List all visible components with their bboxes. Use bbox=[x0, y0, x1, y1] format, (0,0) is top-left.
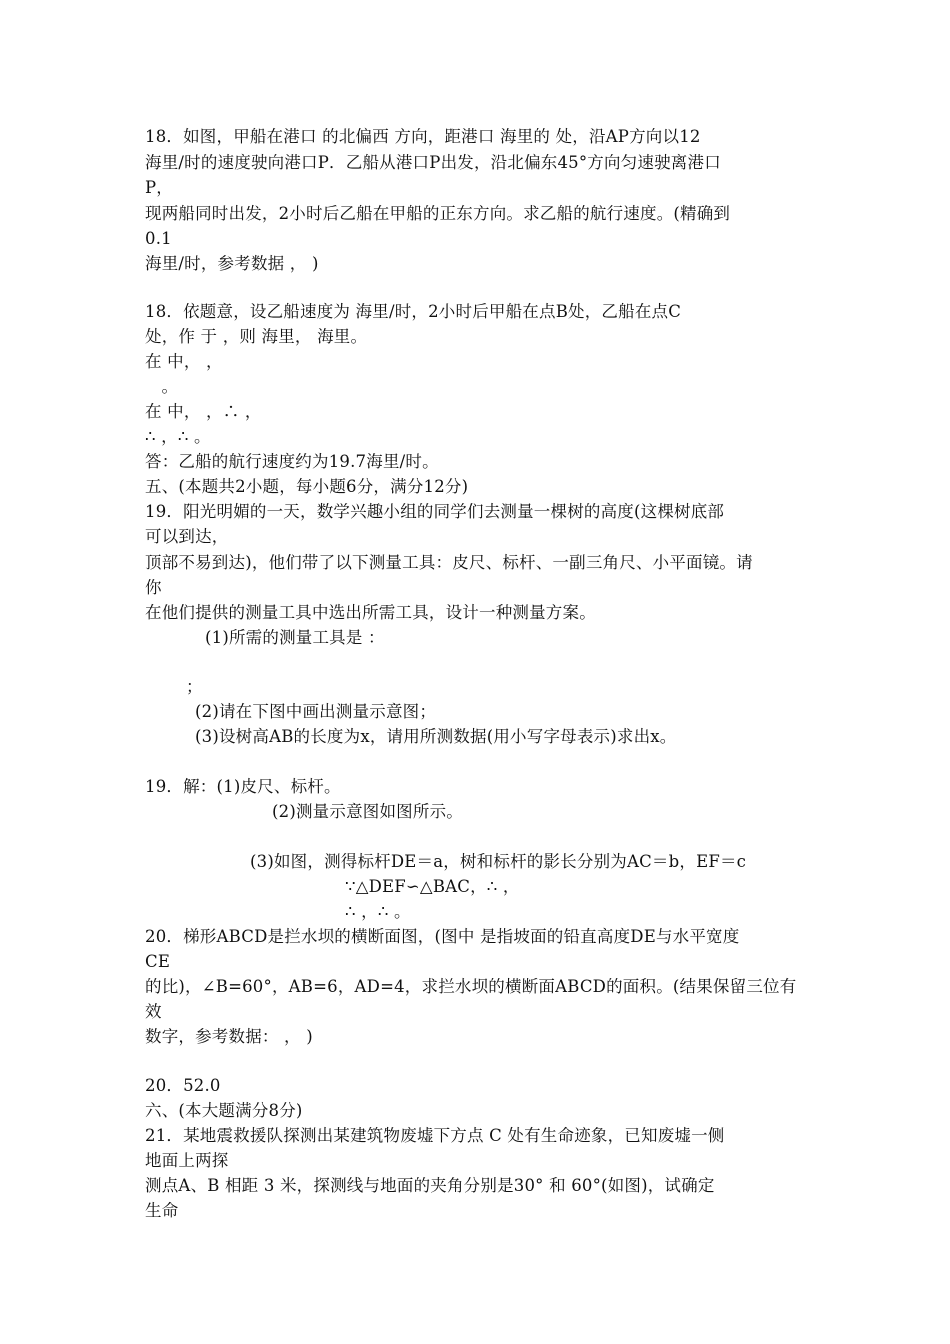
text-line: CE bbox=[145, 952, 171, 971]
text-line: (3)如图，测得标杆DE＝a，树和标杆的影长分别为AC＝b，EF＝c bbox=[250, 852, 747, 871]
text-line: 。 bbox=[156, 377, 179, 396]
text-line: 地面上两探 bbox=[145, 1151, 229, 1170]
text-line: 海里/时，参考数据 ， ) bbox=[145, 254, 319, 273]
text-line: 可以到达， bbox=[145, 527, 229, 546]
text-line: 在 中， ，∴ ， bbox=[145, 402, 262, 421]
text-line: 18．依题意，设乙船速度为 海里/时，2小时后甲船在点B处，乙船在点C bbox=[145, 302, 682, 321]
text-line: 海里/时的速度驶向港口P．乙船从港口P出发，沿北偏东45°方向匀速驶离港口 bbox=[145, 153, 721, 172]
section-heading: 六、(本大题满分8分) bbox=[145, 1101, 303, 1120]
text-line: (2)请在下图中画出测量示意图； bbox=[195, 702, 437, 721]
text-line: ∴ ，∴ 。 bbox=[145, 427, 211, 446]
text-line: 顶部不易到达)，他们带了以下测量工具：皮尺、标杆、一副三角尺、小平面镜。请 bbox=[145, 553, 753, 572]
text-line: 0.1 bbox=[145, 229, 172, 248]
text-line: 答：乙船的航行速度约为19.7海里/时。 bbox=[145, 452, 439, 471]
text-line: 测点A、B 相距 3 米，探测线与地面的夹角分别是30° 和 60°(如图)，试确定 bbox=[145, 1176, 715, 1195]
text-line: 21．某地震救援队探测出某建筑物废墟下方点 C 处有生命迹象，已知废墟一侧 bbox=[145, 1126, 725, 1145]
text-line: 19．阳光明媚的一天，数学兴趣小组的同学们去测量一棵树的高度(这棵树底部 bbox=[145, 502, 725, 521]
text-line: 20．52.0 bbox=[145, 1076, 221, 1095]
text-line: 效 bbox=[145, 1002, 162, 1021]
text-line: (2)测量示意图如图所示。 bbox=[272, 802, 463, 821]
text-line: 数字，参考数据： ， ) bbox=[145, 1027, 313, 1046]
text-line: 的比)，∠B=60°，AB=6，AD=4，求拦水坝的横断面ABCD的面积。(结果保留三位有 bbox=[145, 977, 797, 996]
text-line: 生命 bbox=[145, 1201, 179, 1220]
text-line: ∴ ，∴ 。 bbox=[345, 902, 411, 921]
text-line: (1)所需的测量工具是 ： bbox=[205, 628, 385, 647]
text-line: 在他们提供的测量工具中选出所需工具，设计一种测量方案。 bbox=[145, 603, 596, 622]
text-line: ； bbox=[186, 677, 203, 696]
text-line: 处，作 于 ，则 海里， 海里。 bbox=[145, 327, 368, 346]
text-line: 19．解：(1)皮尺、标杆。 bbox=[145, 777, 341, 796]
text-line: 现两船同时出发，2小时后乙船在甲船的正东方向。求乙船的航行速度。(精确到 bbox=[145, 204, 731, 223]
text-line: 你 bbox=[145, 578, 162, 597]
text-line: 在 中， ， bbox=[145, 352, 223, 371]
text-line: 18．如图，甲船在港口 的北偏西 方向，距港口 海里的 处，沿AP方向以12 bbox=[145, 127, 701, 146]
section-heading: 五、(本题共2小题，每小题6分，满分12分) bbox=[145, 477, 469, 496]
text-line: ∵△DEF∽△BAC，∴ ， bbox=[345, 877, 520, 896]
text-line: 20．梯形ABCD是拦水坝的横断面图，(图中 是指坡面的铅直高度DE与水平宽度 bbox=[145, 927, 740, 946]
text-line: (3)设树高AB的长度为x，请用所测数据(用小写字母表示)求出x。 bbox=[195, 727, 677, 746]
text-line: P， bbox=[145, 178, 174, 197]
